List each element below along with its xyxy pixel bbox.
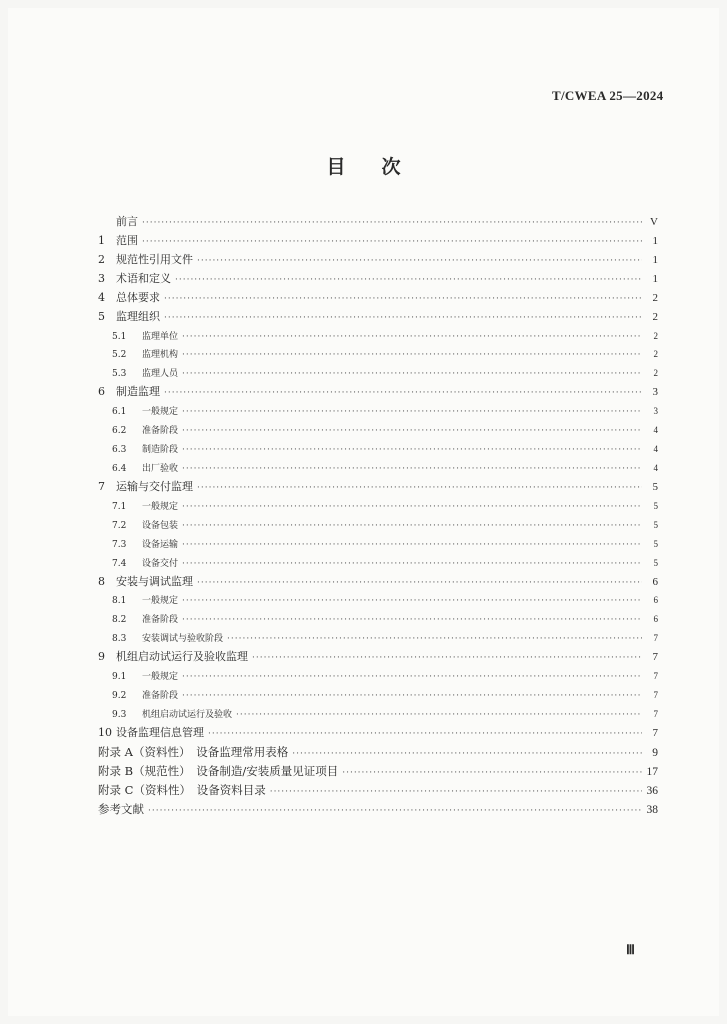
- toc-entry[interactable]: [98, 270, 658, 289]
- dot-leader: [270, 783, 642, 802]
- toc-entry-page: 7: [653, 633, 658, 644]
- toc-entry[interactable]: [98, 800, 658, 819]
- toc-entry-title: 前言: [116, 215, 138, 228]
- dot-leader: [342, 764, 642, 783]
- toc-entry-number: 6.3: [112, 445, 127, 456]
- toc-entry-title: 总体要求: [116, 290, 160, 304]
- toc-entry-page: 5: [653, 519, 658, 530]
- dot-leader: [182, 422, 642, 441]
- toc-entry-title: 附录 A（资料性） 设备监理常用表格: [98, 744, 289, 759]
- toc-entry-page: 4: [653, 425, 658, 436]
- toc-entry-page: 17: [646, 765, 658, 778]
- toc-entry-title: 监理机构: [142, 350, 179, 361]
- dot-leader: [182, 536, 642, 555]
- toc-entry-number: 7.4: [112, 558, 127, 569]
- toc-entry-page: 9: [652, 746, 658, 759]
- toc-entry[interactable]: [98, 629, 658, 648]
- toc-entry-number: 1: [98, 233, 105, 247]
- toc-entry[interactable]: [98, 364, 658, 383]
- dot-leader: [164, 309, 642, 328]
- toc-entry-title: 规范性引用文件: [116, 252, 193, 266]
- toc-entry-title: 设备运输: [142, 539, 179, 550]
- toc-entry-page: 38: [646, 803, 658, 816]
- toc-entry-number: 8.3: [112, 634, 127, 645]
- toc-entry-number: 7: [98, 479, 105, 493]
- toc-entry-number: 9: [98, 650, 105, 664]
- toc-entry[interactable]: [98, 667, 658, 686]
- toc-entry[interactable]: [98, 402, 658, 421]
- toc-entry-number: 7.1: [112, 501, 127, 512]
- toc-entry-title: 安装与调试监理: [116, 574, 193, 588]
- dot-leader: [197, 252, 642, 271]
- toc-entry[interactable]: [98, 345, 658, 364]
- toc-entry-number: 10: [98, 725, 112, 739]
- dot-leader: [182, 517, 642, 536]
- toc-entry[interactable]: [98, 327, 658, 346]
- toc-entry-number: 5.1: [112, 331, 127, 342]
- dot-leader: [252, 649, 642, 668]
- toc-entry-title: 范围: [116, 233, 138, 247]
- toc-entry-page: 3: [652, 386, 658, 399]
- toc-entry-page: 4: [653, 462, 658, 473]
- dot-leader: [182, 498, 642, 517]
- toc-entry[interactable]: [98, 762, 658, 781]
- toc-entry-number: 9.3: [112, 709, 127, 720]
- toc-entry[interactable]: [98, 648, 658, 667]
- toc-entry-page: 2: [653, 330, 658, 341]
- toc-entry-title: 监理组织: [116, 309, 160, 323]
- dot-leader: [227, 630, 642, 649]
- toc-entry[interactable]: [98, 610, 658, 629]
- toc-entry[interactable]: [98, 497, 658, 516]
- toc-entry-title: 准备阶段: [142, 615, 179, 626]
- dot-leader: [236, 706, 642, 725]
- dot-leader: [182, 687, 642, 706]
- toc-entry[interactable]: [98, 591, 658, 610]
- toc-entry-number: 5.2: [112, 350, 127, 361]
- toc-entry[interactable]: [98, 383, 658, 402]
- toc-entry-page: 5: [653, 538, 658, 549]
- toc-entry-title: 设备监理信息管理: [116, 725, 204, 739]
- toc-heading-char-1: 目: [326, 156, 346, 178]
- toc-entry-number: 6.4: [112, 463, 127, 474]
- toc-entry-number: 8.2: [112, 615, 127, 626]
- toc-entry-number: 2: [98, 252, 105, 266]
- toc-entry-number: 6.1: [112, 407, 127, 418]
- toc-entry-number: 5: [98, 309, 105, 323]
- toc-entry-number: 9.1: [112, 672, 127, 683]
- dot-leader: [182, 592, 642, 611]
- toc-entry-page: 6: [652, 575, 658, 588]
- toc-entry-title: 附录 C（资料性） 设备资料目录: [98, 782, 266, 797]
- dot-leader: [182, 346, 642, 365]
- toc-entry-page: 4: [653, 444, 658, 455]
- toc-entry[interactable]: [98, 232, 658, 251]
- toc-entry[interactable]: [98, 478, 658, 497]
- toc-entry[interactable]: [98, 421, 658, 440]
- toc-entry-title: 机组启动试运行及验收: [142, 709, 233, 720]
- dot-leader: [292, 745, 642, 764]
- toc-entry-page: 5: [653, 500, 658, 511]
- page-number: Ⅲ: [626, 942, 635, 957]
- dot-leader: [182, 403, 642, 422]
- dot-leader: [142, 233, 642, 252]
- toc-entry[interactable]: [98, 686, 658, 705]
- toc-entry[interactable]: [98, 213, 658, 232]
- toc-entry-page: 36: [646, 784, 658, 797]
- toc-entry-title: 设备包装: [142, 520, 179, 531]
- dot-leader: [182, 460, 642, 479]
- toc-entry-title: 运输与交付监理: [116, 479, 193, 493]
- table-of-contents: [98, 213, 658, 819]
- dot-leader: [164, 384, 642, 403]
- toc-entry-title: 监理单位: [142, 331, 179, 342]
- toc-entry-title: 机组启动试运行及验收监理: [116, 650, 248, 664]
- toc-entry-title: 术语和定义: [116, 271, 171, 285]
- toc-entry-number: 5.3: [112, 369, 127, 380]
- toc-heading-char-2: 次: [381, 156, 401, 178]
- toc-entry-page: 7: [652, 651, 658, 664]
- toc-entry[interactable]: [98, 535, 658, 554]
- toc-entry-title: 准备阶段: [142, 691, 179, 702]
- toc-entry-page: 7: [652, 726, 658, 739]
- toc-entry-title: 一般规定: [142, 407, 179, 418]
- toc-entry-title: 一般规定: [142, 501, 179, 512]
- dot-leader: [197, 574, 642, 593]
- document-code: T/CWEA 25—2024: [552, 88, 664, 103]
- toc-entry-page: 6: [653, 595, 658, 606]
- dot-leader: [142, 214, 642, 233]
- toc-entry-page: 1: [652, 234, 658, 247]
- toc-entry[interactable]: [98, 554, 658, 573]
- toc-entry-page: 7: [653, 671, 658, 682]
- toc-entry-title: 一般规定: [142, 596, 179, 607]
- toc-entry-number: 8: [98, 574, 105, 588]
- toc-entry[interactable]: [98, 724, 658, 743]
- toc-entry[interactable]: [98, 743, 658, 762]
- toc-entry[interactable]: [98, 440, 658, 459]
- toc-entry-title: 出厂验收: [142, 463, 179, 474]
- toc-entry-number: 7.3: [112, 539, 127, 550]
- toc-entry-page: 3: [653, 406, 658, 417]
- toc-heading: [0, 152, 727, 179]
- dot-leader: [148, 802, 642, 821]
- toc-entry[interactable]: [98, 516, 658, 535]
- toc-entry-number: 3: [98, 271, 105, 285]
- toc-entry-title: 参考文献: [98, 801, 144, 816]
- dot-leader: [182, 611, 642, 630]
- toc-entry[interactable]: [98, 289, 658, 308]
- toc-entry-page: 7: [653, 708, 658, 719]
- dot-leader: [197, 479, 642, 498]
- toc-entry-title: 监理人员: [142, 369, 179, 380]
- toc-entry-page: V: [650, 216, 658, 228]
- toc-entry[interactable]: [98, 705, 658, 724]
- dot-leader: [182, 441, 642, 460]
- toc-entry-page: 5: [652, 480, 658, 493]
- toc-entry-page: 6: [653, 614, 658, 625]
- toc-entry-number: 6.2: [112, 426, 127, 437]
- dot-leader: [182, 365, 642, 384]
- toc-entry[interactable]: [98, 308, 658, 327]
- toc-entry-number: 9.2: [112, 691, 127, 702]
- dot-leader: [175, 271, 642, 290]
- toc-entry-title: 制造监理: [116, 385, 160, 399]
- toc-entry-title: 准备阶段: [142, 426, 179, 437]
- dot-leader: [182, 328, 642, 347]
- toc-entry-page: 2: [653, 368, 658, 379]
- toc-entry-page: 1: [652, 272, 658, 285]
- toc-entry[interactable]: [98, 781, 658, 800]
- dot-leader: [208, 725, 642, 744]
- toc-entry-title: 设备交付: [142, 558, 179, 569]
- toc-entry-page: 2: [653, 349, 658, 360]
- toc-entry-page: 5: [653, 557, 658, 568]
- toc-entry-title: 附录 B（规范性） 设备制造/安装质量见证项目: [98, 763, 339, 778]
- dot-leader: [164, 290, 642, 309]
- toc-entry-number: 7.2: [112, 520, 127, 531]
- toc-entry-page: 2: [652, 291, 658, 304]
- toc-entry-page: 2: [652, 310, 658, 323]
- toc-entry-page: 7: [653, 690, 658, 701]
- toc-entry-number: 6: [98, 385, 105, 399]
- toc-entry-title: 安装调试与验收阶段: [142, 634, 224, 645]
- dot-leader: [182, 668, 642, 687]
- toc-entry[interactable]: [98, 251, 658, 270]
- toc-entry-page: 1: [652, 253, 658, 266]
- toc-entry-number: 8.1: [112, 596, 127, 607]
- toc-entry-number: 4: [98, 290, 105, 304]
- toc-entry[interactable]: [98, 459, 658, 478]
- dot-leader: [182, 555, 642, 574]
- toc-entry[interactable]: [98, 573, 658, 592]
- toc-entry-title: 一般规定: [142, 672, 179, 683]
- toc-entry-title: 制造阶段: [142, 445, 179, 456]
